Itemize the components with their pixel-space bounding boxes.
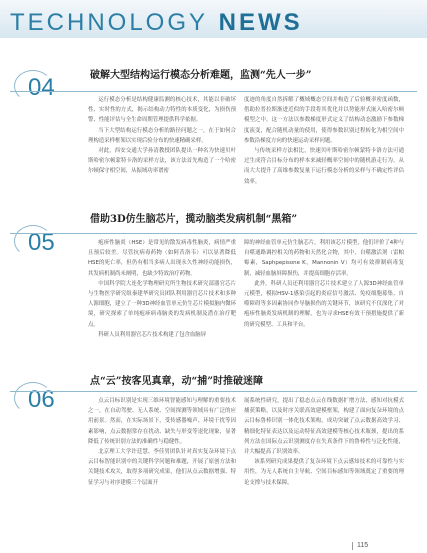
section-divider xyxy=(10,233,417,234)
section-title: 点“云”按客见真章，动“捕”时推破迷障 xyxy=(90,376,264,387)
paragraph: 疱疹性脑炎（HSE）是常见的散发病毒性脑炎，病情严重且预后较差。尽管抗病毒药物（如阿昔洛韦）可以显著降低HSE的死亡率，但仍有相当多病人出现永久性神经功能损伤，其发病机制尚未阐明，也缺少特效治疗药物。 xyxy=(88,240,236,277)
header-title-bold: NEWS xyxy=(218,9,303,36)
article-column-right xyxy=(244,238,404,360)
article-column-left xyxy=(88,396,236,530)
article-column-left xyxy=(88,238,236,360)
magazine-section-title xyxy=(10,10,303,35)
header-title-light: TECHNOLOGY xyxy=(10,9,209,36)
paragraph: 与传统采样方法相比，快速贝叶斯哈密尔顿蒙特卡洛方法可通过生成符合目标分布的样本来减轻概率空间中的随机游走行为，从而大大提升了高维参数复量下运行模态分析的采样与不确定性评估效率。 xyxy=(244,148,404,185)
page-number-divider xyxy=(352,542,353,550)
paragraph: 科研人员利用器官芯片技术构建了包含血脑屏 xyxy=(98,331,207,338)
header-banner xyxy=(0,0,427,38)
section-title: 借助3D仿生脑芯片，揽动脑类发病机制“黑箱” xyxy=(90,214,298,225)
article-column-left xyxy=(88,95,236,215)
paragraph: 该系列研究成果提供了复杂环境下点云感知技术的可靠性与实用性，为无人系统自主导航、空间目标感知等领域奠定了重要的理论支撑与技术保障。 xyxy=(244,459,404,486)
article-column-right xyxy=(244,95,404,215)
paragraph: 障的神经血管单元仿生脑芯片，利用该芯片模型，他们评价了4种与自噬通路调控相关的药物和天然化合物，其中，自噬激活剂（雷帕霉素，Saphpepisone K，Mannonin V）均可有效抑制病毒复制，减轻血脑屏障损伤，并提高细胞存活率。 xyxy=(244,240,404,277)
article-column-right xyxy=(244,396,404,530)
section-divider xyxy=(10,91,417,92)
paragraph: 中国科学院大连化学物理研究所生物技术研究部器官芯片与生物医学研究组秦建华研究员团队利用器官芯片技术和多种人源细胞，建立了一种3D神经血管单元仿生芯片模拟脑内微环境，研究探索了单纯疱疹病毒脑炎的发病机制及潜在治疗靶点。 xyxy=(88,280,236,328)
paragraph: 度迹的角度自然拆解了概域概态空间并构造了后验概率密度函数，借助拉普拉斯渐进近似的手段将其优化并以势能形式嵌入哈密尔顿模型之中。这一方法以参数梯度形式定义了结构动态激励下参数梯度演变，配合随机动量的使用，使得参数识别过程转化为相空间中参数沿梯度方向的快速运动采样问题。 xyxy=(244,97,404,144)
paragraph: 北京理工大学许廷慧、李佳男团队针对真实复杂环境下点云目标智能识别中的关键科学问题和难题，开展了原创方法和关键技术攻关，取得多项研究成果，他们从点云数据增强、特征学习与对序建模三个层面开 xyxy=(88,449,236,486)
section-divider xyxy=(10,391,417,392)
section-title: 破解大型结构运行模态分析难题，监测“先人一步” xyxy=(90,70,312,81)
section-number: 05 xyxy=(28,229,55,256)
page-number: 115 xyxy=(357,542,369,549)
paragraph: 展系统性研究，提出了稳态点云在线数据扩增方法，感知对抗模式捕获策略，以及时序关联高效建模框架，构建了面向复杂环境的点云目标鲁棒识别一体化技术架构，成功突破了点云数据高效学习、精细化特征表达以及运动特征高效建模等核心技术瓶颈，提出的系列方法在国际点云识别测度存在失真条件下的鲁棒性与泛化性能，并大幅提高了识别效率。 xyxy=(244,398,404,456)
paragraph: 点云目标识别是实现三维环境智能感知与理解的重要技术之一，在自动驾驶、无人系统、空间探测等领域具有广泛的应用前景。然而，在实际场景下，受传感器噪声、环境干扰等因素影响，点云数据常存在扰动、缺失与形变等退化现象，显著降低了传统识别方法的准确性与稳健性。 xyxy=(88,398,236,445)
section-number: 04 xyxy=(28,74,55,101)
paragraph: 此外，科研人员还利用器官芯片技术建立了人源3D神经血管单元模型，模拟HSV-1感染引起的炎症信号激活、免疫细胞募集、自噬障碍等多因素协同作导脑损伤的关键环节，该研究不仅深化了对疱疹性脑炎发病机制的理解，也为寻求HSE有效干预措施提供了新的研究模型、工具和平台。 xyxy=(244,280,404,328)
paragraph: 当下大型结构运行模态分析的路径问题之一，在于如何合理构造采样框架以实现后验分布的快速精确采样。 xyxy=(88,127,236,144)
section-number: 06 xyxy=(28,386,55,413)
paragraph: 对此，西安交通大学孙清教授团队提出一种名为快速贝叶斯哈密尔顿蒙特卡洛的采样方法，该方法首先构造了一个哈密尔顿保守相空间，从振域功率谱密 xyxy=(88,148,236,175)
paragraph: 运行模态分析是结构健康监测的核心技术，其能以非破坏性、实时性的方式，揭示结构动力特性的本质变化，为损伤预警、性能评估与全生命周期管理提供科学依据。 xyxy=(88,97,236,124)
